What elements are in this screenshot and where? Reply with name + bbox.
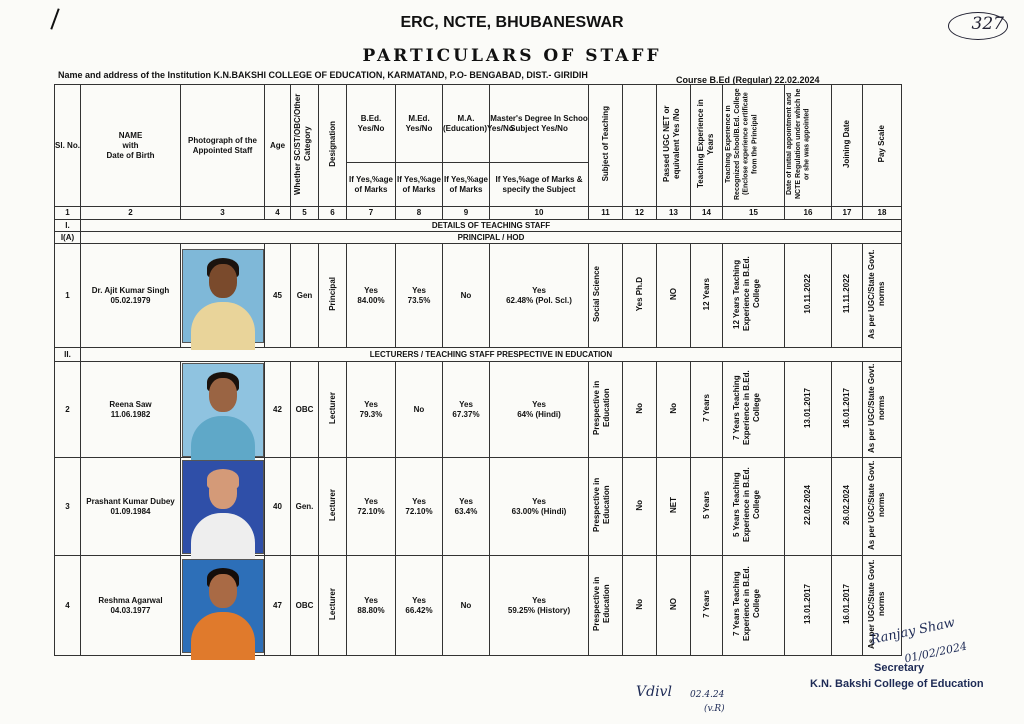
section-number: I. xyxy=(55,220,81,232)
bed-value: Yes xyxy=(364,399,378,409)
med-marks: 73.5% xyxy=(407,295,431,305)
bed-value: Yes xyxy=(364,285,378,295)
col-number: 18 xyxy=(863,207,902,220)
staff-dob: 11.06.1982 xyxy=(110,409,151,419)
staff-age: 40 xyxy=(265,458,291,556)
col-pay-text: Pay Scale xyxy=(877,125,886,163)
staff-pay xyxy=(863,362,902,458)
ma-value: No xyxy=(460,290,472,300)
col-ma-sub: If Yes,%age of Marks xyxy=(443,163,490,207)
staff-subject xyxy=(589,362,623,458)
staff-subject xyxy=(589,244,623,348)
col-number: 7 xyxy=(347,207,396,220)
staff-subject xyxy=(589,556,623,656)
photo-body xyxy=(191,416,255,464)
masters-detail: 59.25% (History) xyxy=(507,605,571,615)
staff-photo xyxy=(182,460,264,554)
col-ma: M.A.(Education)Yes/No xyxy=(443,85,490,163)
staff-appointment xyxy=(785,362,832,458)
col-number: 16 xyxy=(785,207,832,220)
staff-c12-text: Yes Ph.D xyxy=(634,276,644,312)
staff-recognized xyxy=(723,362,785,458)
staff-net xyxy=(657,556,691,656)
staff-row xyxy=(55,458,902,556)
staff-joining-text: 11.11.2022 xyxy=(842,274,851,314)
staff-name: Reena Saw xyxy=(109,399,152,409)
staff-photo-cell xyxy=(181,244,265,348)
staff-name-cell xyxy=(81,362,181,458)
staff-experience-text: 7 Years xyxy=(701,394,711,422)
staff-joining-text: 26.02.2024 xyxy=(842,484,851,526)
staff-photo xyxy=(182,559,264,653)
col-name-line: Date of Birth xyxy=(106,150,155,160)
col-number: 14 xyxy=(691,207,723,220)
staff-pay-text: As per UGC/State Govt. norms xyxy=(867,460,886,550)
section-teaching-staff xyxy=(55,220,902,232)
staff-appointment xyxy=(785,556,832,656)
verifier-note: (v.R) xyxy=(704,704,725,714)
staff-pay xyxy=(863,244,902,348)
photo-body xyxy=(191,612,255,660)
staff-c12-text: No xyxy=(634,598,644,610)
staff-photo-cell xyxy=(181,556,265,656)
col-designation-text: Designation xyxy=(327,121,337,167)
staff-row xyxy=(55,244,902,348)
staff-bed xyxy=(347,244,396,348)
staff-sl: 4 xyxy=(55,556,81,656)
masters-detail: 63.00% (Hindi) xyxy=(511,506,567,516)
staff-table xyxy=(54,84,902,656)
staff-sl: 3 xyxy=(55,458,81,556)
staff-recognized-text: 12 Years Teaching Experience in B.Ed. College xyxy=(731,256,761,332)
staff-net-text: NO xyxy=(668,288,678,300)
bed-value: Yes xyxy=(364,496,378,506)
staff-c12 xyxy=(623,362,657,458)
staff-bed xyxy=(347,362,396,458)
section-title: DETAILS OF TEACHING STAFF xyxy=(81,220,902,232)
med-marks: 72.10% xyxy=(405,506,433,516)
photo-head xyxy=(209,264,237,298)
col-med: M.Ed. Yes/No xyxy=(396,85,443,163)
masters-value: Yes xyxy=(532,496,546,506)
staff-name: Prashant Kumar Dubey xyxy=(86,496,175,506)
staff-c12-text: No xyxy=(634,402,644,414)
staff-c12 xyxy=(623,458,657,556)
staff-ma xyxy=(443,362,490,458)
course-line: Course B.Ed (Regular) 22.02.2024 xyxy=(676,75,820,85)
col-number: 10 xyxy=(490,207,589,220)
col-name-line: NAME xyxy=(118,130,143,140)
col-experience xyxy=(691,85,723,207)
staff-bed xyxy=(347,556,396,656)
section-lecturers xyxy=(55,348,902,362)
photo-head xyxy=(209,475,237,509)
staff-joining-text: 16.01.2017 xyxy=(842,583,851,625)
staff-name-cell xyxy=(81,244,181,348)
staff-name: Dr. Ajit Kumar Singh xyxy=(91,285,170,295)
staff-category: Gen xyxy=(291,244,319,348)
staff-net xyxy=(657,244,691,348)
verifier-date: 02.4.24 xyxy=(690,690,725,700)
staff-photo xyxy=(182,363,264,457)
institution-line: Name and address of the Institution K.N.BAKSHI COLLEGE OF EDUCATION, KARMATAND, P.O- BENGABAD, DIST.- GIRIDIH xyxy=(58,70,588,80)
secretary-signature-date: 01/02/2024 xyxy=(903,639,969,666)
ma-value: No xyxy=(460,600,472,610)
staff-net-text: NO xyxy=(668,598,678,610)
staff-pay xyxy=(863,458,902,556)
col-photo: Photograph of the Appointed Staff xyxy=(181,85,265,207)
ma-marks: 63.4% xyxy=(454,506,478,516)
staff-designation-text: Lecturer xyxy=(327,391,337,424)
staff-experience-text: 7 Years xyxy=(701,590,711,618)
col-number: 3 xyxy=(181,207,265,220)
staff-designation xyxy=(319,244,347,348)
col-name-line: with xyxy=(122,140,139,150)
staff-sl: 1 xyxy=(55,244,81,348)
staff-age: 42 xyxy=(265,362,291,458)
staff-designation-text: Lecturer xyxy=(327,488,337,521)
col-pay xyxy=(863,85,902,207)
staff-experience-text: 5 Years xyxy=(701,491,711,519)
staff-appointment-text: 10.11.2022 xyxy=(803,274,812,314)
staff-masters xyxy=(490,362,589,458)
col-number: 2 xyxy=(81,207,181,220)
staff-row xyxy=(55,556,902,656)
staff-net-text: No xyxy=(668,402,678,414)
staff-med xyxy=(396,362,443,458)
authority-heading: ERC, NCTE, BHUBANESWAR xyxy=(400,14,624,31)
ma-value: Yes xyxy=(459,399,473,409)
staff-photo-cell xyxy=(181,362,265,458)
bed-marks: 88.80% xyxy=(357,605,385,615)
col-joining-text: Joining Date xyxy=(842,119,851,168)
staff-joining-text: 16.01.2017 xyxy=(842,387,851,429)
section-number: II. xyxy=(55,348,81,362)
staff-c12 xyxy=(623,556,657,656)
staff-subject-text: Prespective in Education xyxy=(591,380,611,436)
photo-head xyxy=(209,378,237,412)
med-value: Yes xyxy=(412,285,426,295)
staff-med xyxy=(396,458,443,556)
staff-row xyxy=(55,362,902,458)
col-joining xyxy=(832,85,863,207)
staff-category: OBC xyxy=(291,362,319,458)
staff-med xyxy=(396,556,443,656)
staff-joining xyxy=(832,458,863,556)
col-sl: Sl. No. xyxy=(55,85,81,207)
staff-subject-text: Social Science xyxy=(591,265,601,323)
col-number: 17 xyxy=(832,207,863,220)
staff-appointment xyxy=(785,458,832,556)
staff-appointment-text: 22.02.2024 xyxy=(803,484,812,526)
staff-appointment-text: 13.01.2017 xyxy=(803,387,812,429)
col-appointment-text: Date of initial appointment and NCTE Regulation under which he or she was appointed xyxy=(786,88,811,200)
col-number: 6 xyxy=(319,207,347,220)
bed-marks: 72.10% xyxy=(357,506,385,516)
med-value: Yes xyxy=(412,595,426,605)
staff-pay-text: As per UGC/State Govt. norms xyxy=(867,363,886,453)
column-number-row xyxy=(55,207,902,220)
staff-photo-cell xyxy=(181,458,265,556)
col-subject xyxy=(589,85,623,207)
staff-age: 47 xyxy=(265,556,291,656)
staff-ma xyxy=(443,556,490,656)
staff-category: Gen. xyxy=(291,458,319,556)
staff-masters xyxy=(490,556,589,656)
staff-recognized xyxy=(723,556,785,656)
staff-c12-text: No xyxy=(634,499,644,511)
bed-marks: 84.00% xyxy=(357,295,385,305)
col-masters-sub: If Yes,%age of Marks & specify the Subject xyxy=(490,163,589,207)
med-value: Yes xyxy=(412,496,426,506)
staff-dob: 01.09.1984 xyxy=(110,506,151,516)
staff-name: Reshma Agarwal xyxy=(98,595,163,605)
col-number: 15 xyxy=(723,207,785,220)
staff-recognized-text: 7 Years Teaching Experience in B.Ed. College xyxy=(731,566,761,642)
staff-dob: 05.02.1979 xyxy=(110,295,151,305)
col-designation xyxy=(319,85,347,207)
staff-experience xyxy=(691,244,723,348)
staff-age: 45 xyxy=(265,244,291,348)
staff-designation-text: Principal xyxy=(327,277,337,311)
col-appointment xyxy=(785,85,832,207)
staff-name-cell xyxy=(81,556,181,656)
col-category-text: Whether SC/ST/OBC/Other Category xyxy=(292,93,312,195)
document-title: PARTICULARS OF STAFF xyxy=(362,46,662,66)
section-title: LECTURERS / TEACHING STAFF PRESPECTIVE IN EDUCATION xyxy=(81,348,902,362)
col-number: 8 xyxy=(396,207,443,220)
col-bed-sub: If Yes,%age of Marks xyxy=(347,163,396,207)
secretary-label: Secretary xyxy=(874,662,925,674)
staff-experience xyxy=(691,556,723,656)
col-subject-text: Subject of Teaching xyxy=(600,106,610,182)
col-number: 1 xyxy=(55,207,81,220)
staff-experience xyxy=(691,458,723,556)
staff-subject-text: Prespective in Education xyxy=(591,576,611,632)
col-number: 11 xyxy=(589,207,623,220)
staff-experience xyxy=(691,362,723,458)
ma-value: Yes xyxy=(459,496,473,506)
bed-marks: 79.3% xyxy=(359,409,383,419)
staff-recognized xyxy=(723,244,785,348)
ma-marks: 67.37% xyxy=(452,409,480,419)
staff-dob: 04.03.1977 xyxy=(110,605,151,615)
med-marks: 66.42% xyxy=(405,605,433,615)
staff-recognized xyxy=(723,458,785,556)
col-net xyxy=(657,85,691,207)
section-principal xyxy=(55,232,902,244)
verifier-initials: Vdivl xyxy=(636,684,672,700)
secretary-signature: Ranjay Shaw xyxy=(869,615,957,648)
staff-recognized-text: 7 Years Teaching Experience in B.Ed. College xyxy=(731,370,761,446)
col-bed: B.Ed. Yes/No xyxy=(347,85,396,163)
college-label: K.N. Bakshi College of Education xyxy=(810,678,984,690)
staff-pay-text: As per UGC/State Govt. norms xyxy=(867,249,886,339)
header-row xyxy=(55,85,902,163)
section-number: I(A) xyxy=(55,232,81,244)
staff-experience-text: 12 Years xyxy=(701,277,711,311)
staff-appointment xyxy=(785,244,832,348)
masters-value: Yes xyxy=(532,285,546,295)
staff-net xyxy=(657,458,691,556)
photo-body xyxy=(191,513,255,561)
staff-pay-text: As per UGC/State Govt. norms xyxy=(867,559,886,649)
col-name xyxy=(81,85,181,207)
staff-designation xyxy=(319,362,347,458)
staff-recognized-text: 5 Years Teaching Experience in B.Ed. College xyxy=(731,467,761,543)
staff-net xyxy=(657,362,691,458)
section-title: PRINCIPAL / HOD xyxy=(81,232,902,244)
staff-subject xyxy=(589,458,623,556)
staff-joining xyxy=(832,556,863,656)
masters-value: Yes xyxy=(532,399,546,409)
col-recognized-text: Teaching Experience in Recognized School/B.Ed. College (Enclose experience certificate from the Principal xyxy=(724,88,758,200)
col-experience-text: Teaching Experience in Years xyxy=(695,99,715,189)
col-net-text: Passed UGC NET or equivalent Yes /No xyxy=(661,105,681,183)
col-number: 12 xyxy=(623,207,657,220)
photo-body xyxy=(191,302,255,350)
masters-value: Yes xyxy=(532,595,546,605)
col-category xyxy=(291,85,319,207)
staff-designation xyxy=(319,556,347,656)
col-number: 9 xyxy=(443,207,490,220)
staff-net-text: NET xyxy=(668,497,678,513)
staff-bed xyxy=(347,458,396,556)
staff-c12 xyxy=(623,244,657,348)
masters-detail: 62.48% (Pol. Scl.) xyxy=(506,295,572,305)
col-12 xyxy=(623,85,657,207)
col-recognized xyxy=(723,85,785,207)
staff-sl: 2 xyxy=(55,362,81,458)
staff-appointment-text: 13.01.2017 xyxy=(803,583,812,625)
staff-category: OBC xyxy=(291,556,319,656)
col-number: 4 xyxy=(265,207,291,220)
col-masters: Master's Degree In Schoo Subject Yes/No xyxy=(490,85,589,163)
staff-masters xyxy=(490,458,589,556)
page-number: 327 xyxy=(971,14,1004,34)
staff-joining xyxy=(832,244,863,348)
photo-head xyxy=(209,574,237,608)
staff-photo xyxy=(182,249,264,343)
staff-ma xyxy=(443,458,490,556)
staff-med xyxy=(396,244,443,348)
bed-value: Yes xyxy=(364,595,378,605)
col-number: 5 xyxy=(291,207,319,220)
staff-name-cell xyxy=(81,458,181,556)
staff-masters xyxy=(490,244,589,348)
masters-detail: 64% (Hindi) xyxy=(517,409,561,419)
staff-designation xyxy=(319,458,347,556)
staff-ma xyxy=(443,244,490,348)
staff-subject-text: Prespective in Education xyxy=(591,477,611,533)
staff-designation-text: Lecturer xyxy=(327,587,337,620)
med-value: No xyxy=(413,404,425,414)
col-med-sub: If Yes,%age of Marks xyxy=(396,163,443,207)
col-age: Age xyxy=(265,85,291,207)
col-number: 13 xyxy=(657,207,691,220)
staff-joining xyxy=(832,362,863,458)
